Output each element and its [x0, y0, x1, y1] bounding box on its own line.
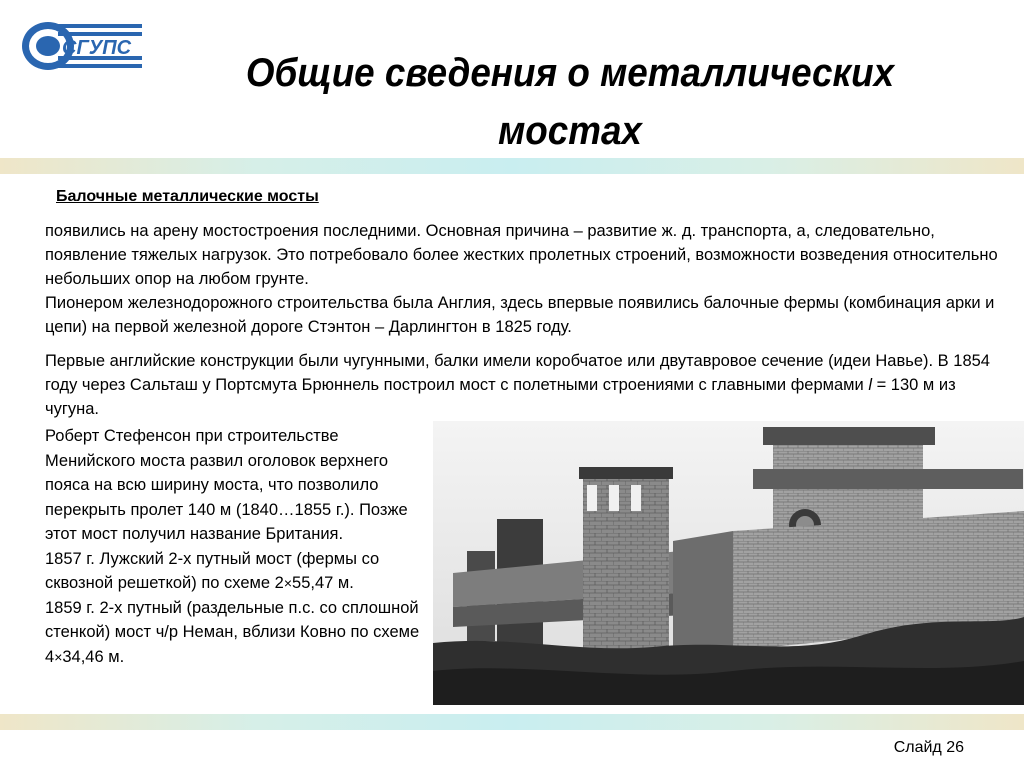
slide-title — [184, 44, 957, 160]
top-divider-band — [0, 158, 1024, 174]
paragraph-intro-text: появились на арену мостостроения последними. Основная причина – развитие ж. д. транспорта, а, следовательно, появление тяжелых нагрузок. Это потребовало более жестких пролетных строений, возможности возведения относительно небольших опор на любом грунте. — [45, 222, 998, 288]
paragraph-intro — [45, 219, 1005, 339]
section-subtitle: Балочные металлические мосты — [56, 188, 319, 205]
neman-bridge-text-b: 34,46 м. — [62, 647, 125, 666]
span-variable: l — [868, 376, 872, 394]
logo-text: СГУПС — [62, 37, 132, 59]
times-sign-2: × — [54, 648, 63, 665]
times-sign: × — [283, 575, 293, 591]
left-text-column — [45, 424, 425, 669]
paragraph-cast-iron — [45, 349, 1005, 421]
university-logo — [14, 14, 144, 76]
title-line-1: Общие сведения о металлических — [245, 51, 895, 95]
neman-bridge-text — [45, 596, 425, 670]
britannia-bridge-photo — [433, 421, 1024, 705]
paragraph-cast-iron-end: = 130 м из чугуна. — [45, 376, 956, 418]
bottom-divider-band — [0, 714, 1024, 730]
paragraph-england-text: Пионером железнодорожного строительства была Англия, здесь впервые появились балочные фермы (комбинация арки и цепи) на первой железной дороге Стэнтон – Дарлингтон в 1825 году. — [45, 294, 995, 336]
slide-number: Слайд 26 — [893, 739, 964, 756]
stephenson-text: Роберт Стефенсон при строительстве Менийского моста развил оголовок верхнего пояса на всю ширину моста, что позволило перекрыть пролет 140 м (1840…1855 г.). Позже этот мост получил название Британия. — [45, 427, 408, 543]
luga-bridge-text — [45, 547, 425, 596]
neman-bridge-text-a: 1859 г. 2-х путный (раздельные п.с. со сплошной стенкой) мост ч/р Неман, вблизи Ковно по схеме 4 — [45, 598, 420, 666]
luga-bridge-text-a: 1857 г. Лужский 2-х путный мост (фермы со сквозной решеткой) по схеме 2 — [45, 549, 380, 592]
paragraph-cast-iron-text: Первые английские конструкции были чугунными, балки имели коробчатое или двутавровое сечение (идеи Навье). В 1854 году через Сальташ у Портсмута Брюннель построил мост с полетными строениями с главными фермами — [45, 352, 990, 394]
luga-bridge-text-b: 55,47 м. — [292, 574, 354, 592]
title-line-2: мостах — [498, 109, 642, 153]
